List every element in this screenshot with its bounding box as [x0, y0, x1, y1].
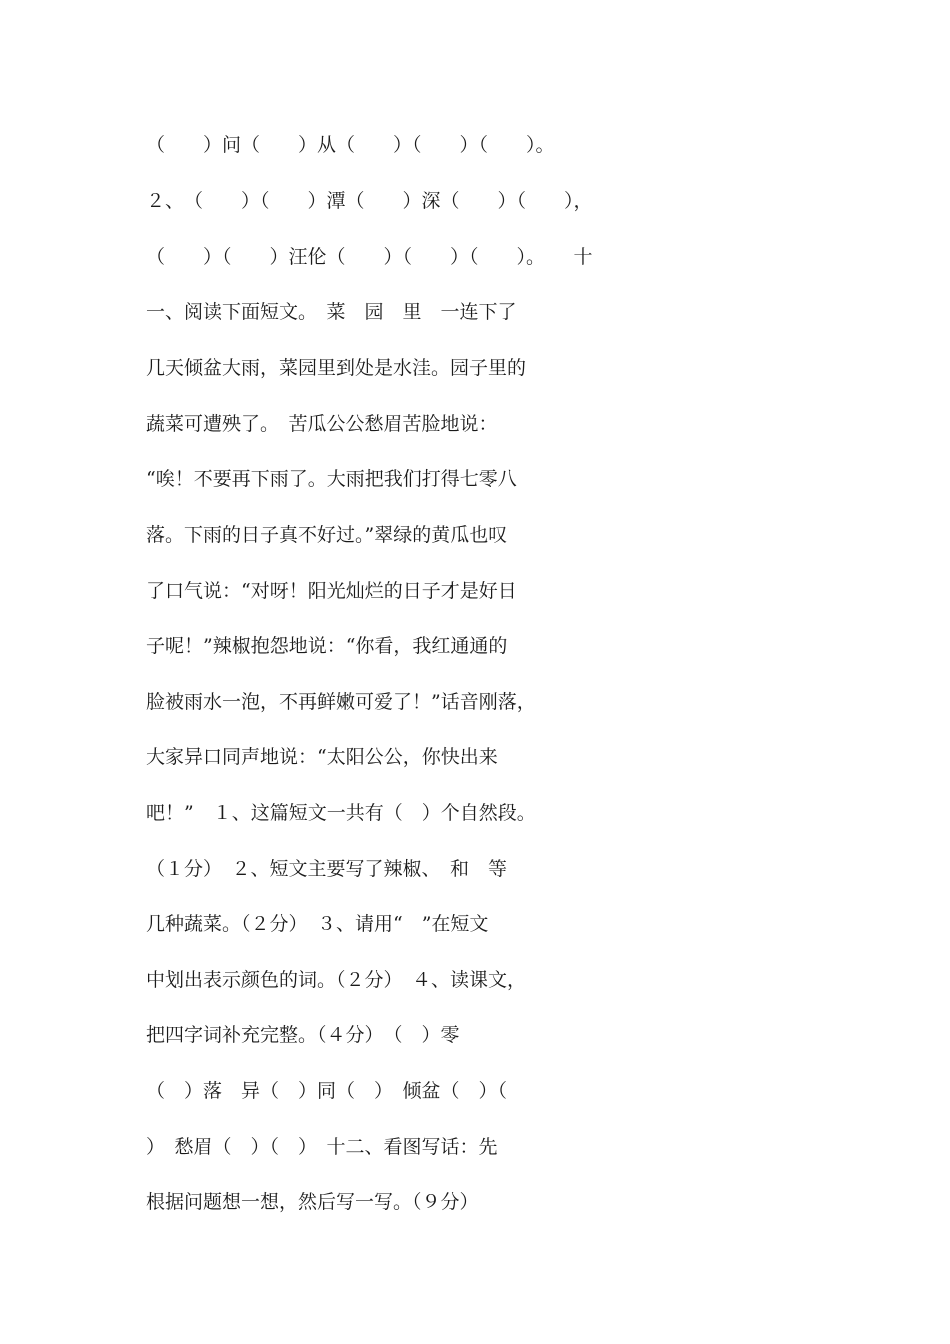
text-line-7: “唉！不要再下雨了。大雨把我们打得七零八: [146, 468, 517, 490]
text-line-1: （ ）问（ ）从（ ）（ ）（ ）。: [146, 134, 555, 156]
text-line-10: 子呢！”辣椒抱怨地说：“你看，我红通通的: [146, 635, 508, 657]
text-line-9: 了口气说：“对呀！阳光灿烂的日子才是好日: [146, 580, 517, 602]
text-line-16: 中划出表示颜色的词。（２分） ４、读课文，: [146, 969, 527, 991]
text-line-20: 根据问题想一想，然后写一写。（９分）: [146, 1191, 479, 1213]
text-line-6: 蔬菜可遭殃了。 苦瓜公公愁眉苦脸地说：: [146, 413, 498, 435]
text-line-19: ） 愁眉（ ）（ ） 十二、看图写话：先: [146, 1136, 498, 1158]
text-line-12: 大家异口同声地说：“太阳公公，你快出来: [146, 746, 498, 768]
text-line-17: 把四字词补充完整。（４分） （ ）零: [146, 1024, 460, 1046]
text-line-14: （１分） ２、短文主要写了辣椒、 和 等: [146, 858, 508, 880]
text-line-5: 几天倾盆大雨，菜园里到处是水洼。园子里的: [146, 357, 527, 379]
text-line-2: ２、 （ ）（ ）潭（ ）深（ ）（ ），: [146, 190, 593, 212]
text-line-3: （ ）（ ）汪伦（ ）（ ）（ ）。 十: [146, 246, 593, 268]
text-line-13: 吧！” １、这篇短文一共有（ ）个自然段。: [146, 802, 536, 824]
text-line-8: 落。下雨的日子真不好过。”翠绿的黄瓜也叹: [146, 524, 508, 546]
text-line-4: 一、阅读下面短文。 菜 园 里 一连下了: [146, 301, 517, 323]
text-line-18: （ ）落 异（ ）同（ ） 倾盆（ ）（: [146, 1080, 508, 1102]
text-line-11: 脸被雨水一泡，不再鲜嫩可爱了！”话音刚落，: [146, 691, 536, 713]
text-line-15: 几种蔬菜。（２分） ３、请用“ ”在短文: [146, 913, 489, 935]
